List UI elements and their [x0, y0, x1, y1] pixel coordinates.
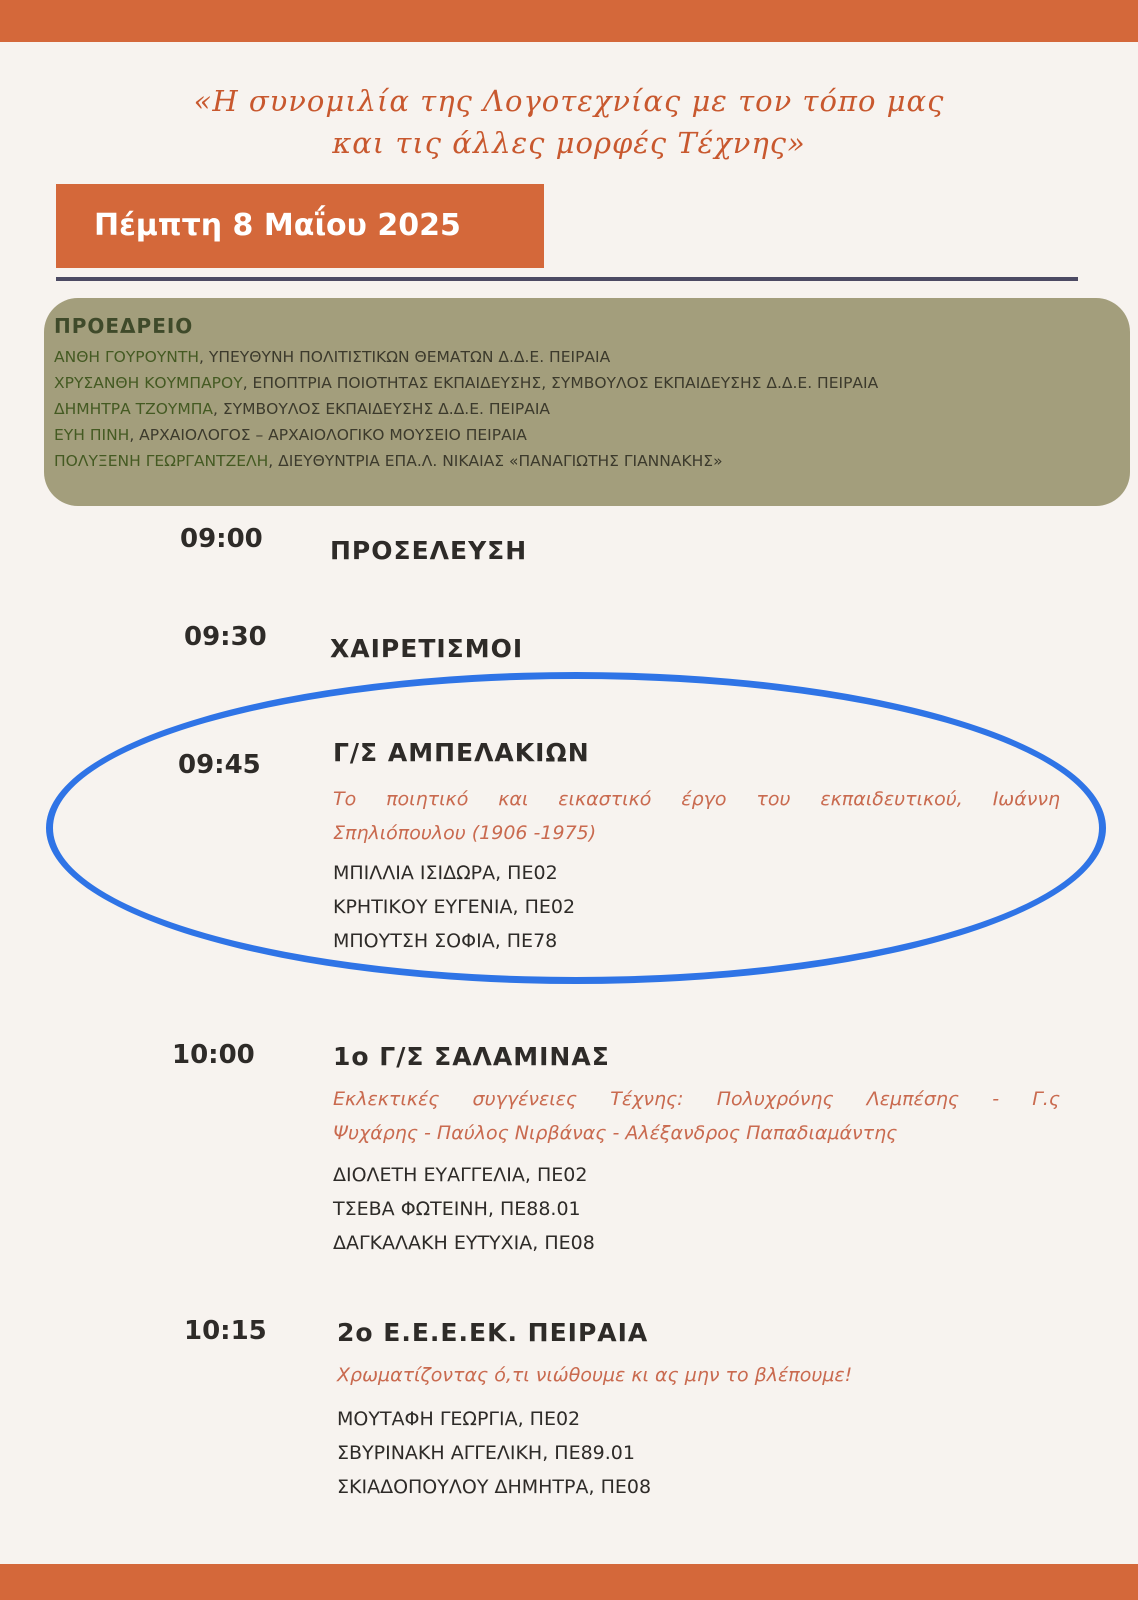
person-entry: ΚΡΗΤΙΚΟΥ ΕΥΓΕΝΙΑ, ΠΕ02	[333, 896, 576, 918]
person-entry: ΜΠΙΛΛΙΑ ΙΣΙΔΩΡΑ, ΠΕ02	[333, 862, 558, 884]
presiding-board-panel	[44, 298, 1130, 506]
slot-time: 10:00	[172, 1040, 255, 1070]
person-entry: ΜΠΟΥΤΣΗ ΣΟΦΙΑ, ΠΕ78	[333, 930, 558, 952]
board-member-role: , ΕΠΟΠΤΡΙΑ ΠΟΙΟΤΗΤΑΣ ΕΚΠΑΙΔΕΥΣΗΣ, ΣΥΜΒΟΥΛΟΣ ΕΚΠΑΙΔΕΥΣΗΣ Δ.Δ.Ε. ΠΕΙΡΑΙΑ	[242, 374, 879, 392]
slot-people	[337, 1402, 651, 1504]
slot-subtitle	[333, 782, 1060, 850]
slot-people	[333, 856, 575, 958]
slot-time: 09:45	[178, 750, 261, 780]
board-member-role: , ΥΠΕΥΘΥΝΗ ΠΟΛΙΤΙΣΤΙΚΩΝ ΘΕΜΑΤΩΝ Δ.Δ.Ε. ΠΕΙΡΑΙΑ	[199, 348, 611, 366]
board-member-role: , ΑΡΧΑΙΟΛΟΓΟΣ – ΑΡΧΑΙΟΛΟΓΙΚΟ ΜΟΥΣΕΙΟ ΠΕΙΡΑΙΑ	[129, 426, 527, 444]
slot-time: 09:30	[184, 622, 267, 652]
person-entry: ΣΒΥΡΙΝΑΚΗ ΑΓΓΕΛΙΚΗ, ΠΕ89.01	[337, 1442, 635, 1464]
event-title-line-2: και τις άλλες μορφές Τέχνης»	[332, 126, 806, 160]
board-member-role: , ΣΥΜΒΟΥΛΟΣ ΕΚΠΑΙΔΕΥΣΗΣ Δ.Δ.Ε. ΠΕΙΡΑΙΑ	[213, 400, 551, 418]
slot-people	[333, 1158, 595, 1260]
event-title	[0, 80, 1138, 164]
board-member	[54, 422, 1130, 448]
date-banner: Πέμπτη 8 Μαΐου 2025	[56, 184, 544, 268]
board-member-name: ΕΥΗ ΠΙΝΗ	[54, 426, 130, 444]
board-member	[54, 370, 1130, 396]
slot-subtitle-line: Εκλεκτικές συγγένειες Τέχνης: Πολυχρόνης Λεμπέσης - Γ.ς	[333, 1088, 1060, 1110]
person-entry: ΔΙΟΛΕΤΗ ΕΥΑΓΓΕΛΙΑ, ΠΕ02	[333, 1164, 588, 1186]
board-member	[54, 448, 1130, 474]
slot-subtitle-line: Ψυχάρης - Παύλος Νιρβάνας - Αλέξανδρος Παπαδιαμάντης	[333, 1122, 898, 1144]
slot-title: 1ο Γ/Σ ΣΑΛΑΜΙΝΑΣ	[333, 1042, 610, 1071]
board-member	[54, 344, 1130, 370]
slot-subtitle-line: Το ποιητικό και εικαστικό έργο του εκπαιδευτικού, Ιωάννη	[333, 788, 1060, 810]
event-title-line-1: «Η συνομιλία της Λογοτεχνίας με τον τόπο μας	[193, 84, 945, 118]
slot-subtitle-line: Σπηλιόπουλου (1906 -1975)	[333, 822, 597, 844]
slot-subtitle	[333, 1082, 1060, 1150]
slot-title: Γ/Σ ΑΜΠΕΛΑΚΙΩΝ	[333, 738, 590, 767]
board-heading: ΠΡΟΕΔΡΕΙΟ	[54, 314, 194, 338]
person-entry: ΔΑΓΚΑΛΑΚΗ ΕΥΤΥΧΙΑ, ΠΕ08	[333, 1232, 595, 1254]
slot-time: 10:15	[184, 1316, 267, 1346]
top-accent-bar	[0, 0, 1138, 42]
board-member-name: ΧΡΥΣΑΝΘΗ ΚΟΥΜΠΑΡΟΥ	[54, 374, 243, 392]
person-entry: ΜΟΥΤΑΦΗ ΓΕΩΡΓΙΑ, ΠΕ02	[337, 1408, 581, 1430]
divider-rule	[56, 277, 1078, 281]
board-member-name: ΔΗΜΗΤΡΑ ΤΖΟΥΜΠΑ	[54, 400, 214, 418]
board-member-name: ΠΟΛΥΞΕΝΗ ΓΕΩΡΓΑΝΤΖΕΛΗ	[54, 452, 269, 470]
slot-subtitle-line: Χρωματίζοντας ό,τι νιώθουμε κι ας μην το βλέπουμε!	[337, 1364, 853, 1386]
board-member	[54, 396, 1130, 422]
board-member-name: ΑΝΘΗ ΓΟΥΡΟΥΝΤΗ	[54, 348, 200, 366]
slot-title: 2ο Ε.Ε.Ε.ΕΚ. ΠΕΙΡΑΙΑ	[337, 1318, 649, 1347]
slot-time: 09:00	[180, 524, 263, 554]
slot-subtitle	[337, 1358, 852, 1392]
bottom-accent-bar	[0, 1564, 1138, 1600]
board-member-role: , ΔΙΕΥΘΥΝΤΡΙΑ ΕΠΑ.Λ. ΝΙΚΑΙΑΣ «ΠΑΝΑΓΙΩΤΗΣ ΓΙΑΝΝΑΚΗΣ»	[268, 452, 723, 470]
person-entry: ΤΣΕΒΑ ΦΩΤΕΙΝΗ, ΠΕ88.01	[333, 1198, 581, 1220]
person-entry: ΣΚΙΑΔΟΠΟΥΛΟΥ ΔΗΜΗΤΡΑ, ΠΕ08	[337, 1476, 652, 1498]
slot-title: ΧΑΙΡΕΤΙΣΜΟΙ	[330, 634, 524, 663]
slot-title: ΠΡΟΣΕΛΕΥΣΗ	[330, 536, 528, 565]
